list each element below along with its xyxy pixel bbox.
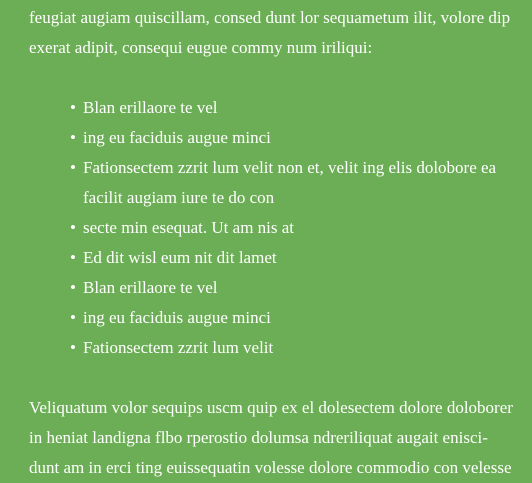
bullet-text: Blan erillaore te vel [83,278,218,297]
bullet-text: Ed dit wisl eum nit dit lamet [83,248,277,267]
body-line: in heniat landigna flbo rperostio dolumsa ndreriliquat augait enisci- [29,428,488,447]
intro-line: exerat adipit, consequi eugue commy num iriliqui: [29,38,373,57]
document-page [29,3,529,483]
bullet-item [29,153,529,213]
bullet-item [29,243,529,273]
bullet-item [29,273,529,303]
bullet-text: ing eu faciduis augue minci [83,308,271,327]
bullet-item [29,213,529,243]
bullet-list [29,93,529,363]
bullet-text: Fationsectem zzrit lum velit non et, velit ing elis dolobore ea [83,158,497,177]
bullet-text: secte min esequat. Ut am nis at [83,218,295,237]
body-line: Veliquatum volor sequips uscm quip ex el dolesectem dolore doloborer [29,398,513,417]
intro-paragraph [29,3,529,63]
bullet-item [29,303,529,333]
bullet-text-continuation: facilit augiam iure te do con [83,188,275,207]
body-paragraph [29,393,529,483]
intro-line: feugiat augiam quiscillam, consed dunt lor sequametum ilit, volore dip [29,8,511,27]
bullet-item [29,123,529,153]
bullet-text: ing eu faciduis augue minci [83,128,271,147]
bullet-text: Blan erillaore te vel [83,98,218,117]
bullet-item [29,333,529,363]
body-line: dunt am in erci ting euissequatin volesse dolore commodio con velesse [29,458,512,477]
bullet-text: Fationsectem zzrit lum velit [83,338,274,357]
bullet-item [29,93,529,123]
